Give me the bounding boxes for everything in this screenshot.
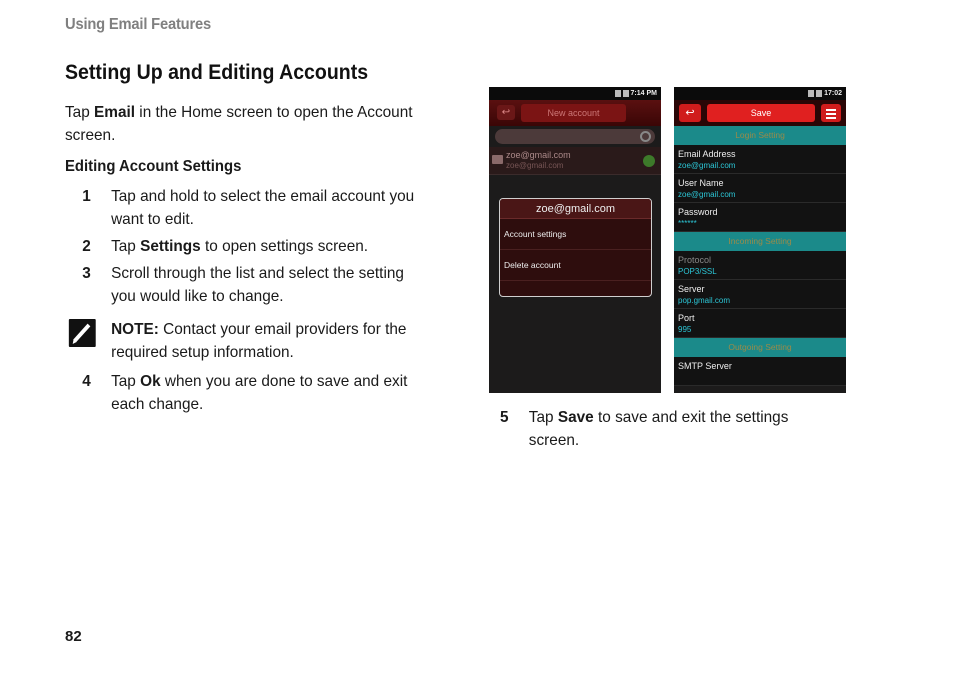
mail-icon: [492, 155, 503, 164]
section-title: Setting Up and Editing Accounts: [65, 61, 369, 84]
back-button[interactable]: ↩: [679, 104, 701, 122]
step-4: 4 Tap Ok when you are done to save and exit each change.: [82, 373, 408, 413]
account-context-dialog: [499, 198, 652, 297]
step-2: 2 Tap Settings to open settings screen.: [82, 238, 369, 255]
email-address-field[interactable]: Email Address zoe@gmail.com: [674, 145, 846, 174]
protocol-field[interactable]: Protocol POP3/SSL: [674, 251, 846, 280]
account-screen-screenshot: [489, 87, 661, 393]
note-pencil-icon: [69, 319, 96, 347]
search-icon: [640, 131, 651, 142]
user-name-field[interactable]: User Name zoe@gmail.com: [674, 174, 846, 203]
settings-screen-screenshot: [674, 87, 846, 393]
step-5: 5 Tap Save to save and exit the settings screen.: [500, 409, 789, 449]
intro-paragraph: Tap Email in the Home screen to open the Account screen.: [65, 104, 413, 144]
login-setting-header: Login Setting: [674, 126, 846, 145]
save-button[interactable]: Save: [707, 104, 815, 122]
back-button[interactable]: ↩: [497, 105, 515, 120]
smtp-server-field[interactable]: SMTP Server: [674, 357, 846, 386]
password-field[interactable]: Password ******: [674, 203, 846, 232]
outgoing-setting-header: Outgoing Setting: [674, 338, 846, 357]
server-field[interactable]: Server pop.gmail.com: [674, 280, 846, 309]
top-bar: [674, 100, 846, 126]
step-3: 3 Scroll through the list and select the setting you would like to change.: [82, 265, 404, 305]
port-field[interactable]: Port 995: [674, 309, 846, 338]
incoming-setting-header: Incoming Setting: [674, 232, 846, 251]
note-block: NOTE: Contact your email providers for the required setup information.: [65, 318, 430, 364]
status-bar: 7:14 PM: [489, 87, 661, 100]
menu-icon[interactable]: [821, 104, 841, 122]
settings-list: [674, 126, 846, 393]
account-settings-option[interactable]: Account settings: [500, 219, 651, 250]
signal-icon: [808, 90, 814, 97]
new-account-button[interactable]: New account: [521, 104, 626, 122]
check-icon: [643, 155, 655, 167]
top-bar: [489, 100, 661, 126]
running-head: Using Email Features: [65, 16, 212, 33]
search-input[interactable]: [495, 129, 655, 144]
battery-icon: [816, 90, 822, 97]
subhead-editing-settings: Editing Account Settings: [65, 158, 242, 175]
account-list-item[interactable]: zoe@gmail.com zoe@gmail.com: [489, 147, 661, 175]
delete-account-option[interactable]: Delete account: [500, 250, 651, 281]
status-bar: 17:02: [674, 87, 846, 100]
step-1: 1 Tap and hold to select the email account you want to edit.: [82, 188, 415, 228]
dialog-title: zoe@gmail.com: [500, 199, 651, 219]
signal-icon: [615, 90, 621, 97]
instructions-column: [65, 101, 445, 420]
battery-icon: [623, 90, 629, 97]
page-number: 82: [65, 628, 82, 645]
